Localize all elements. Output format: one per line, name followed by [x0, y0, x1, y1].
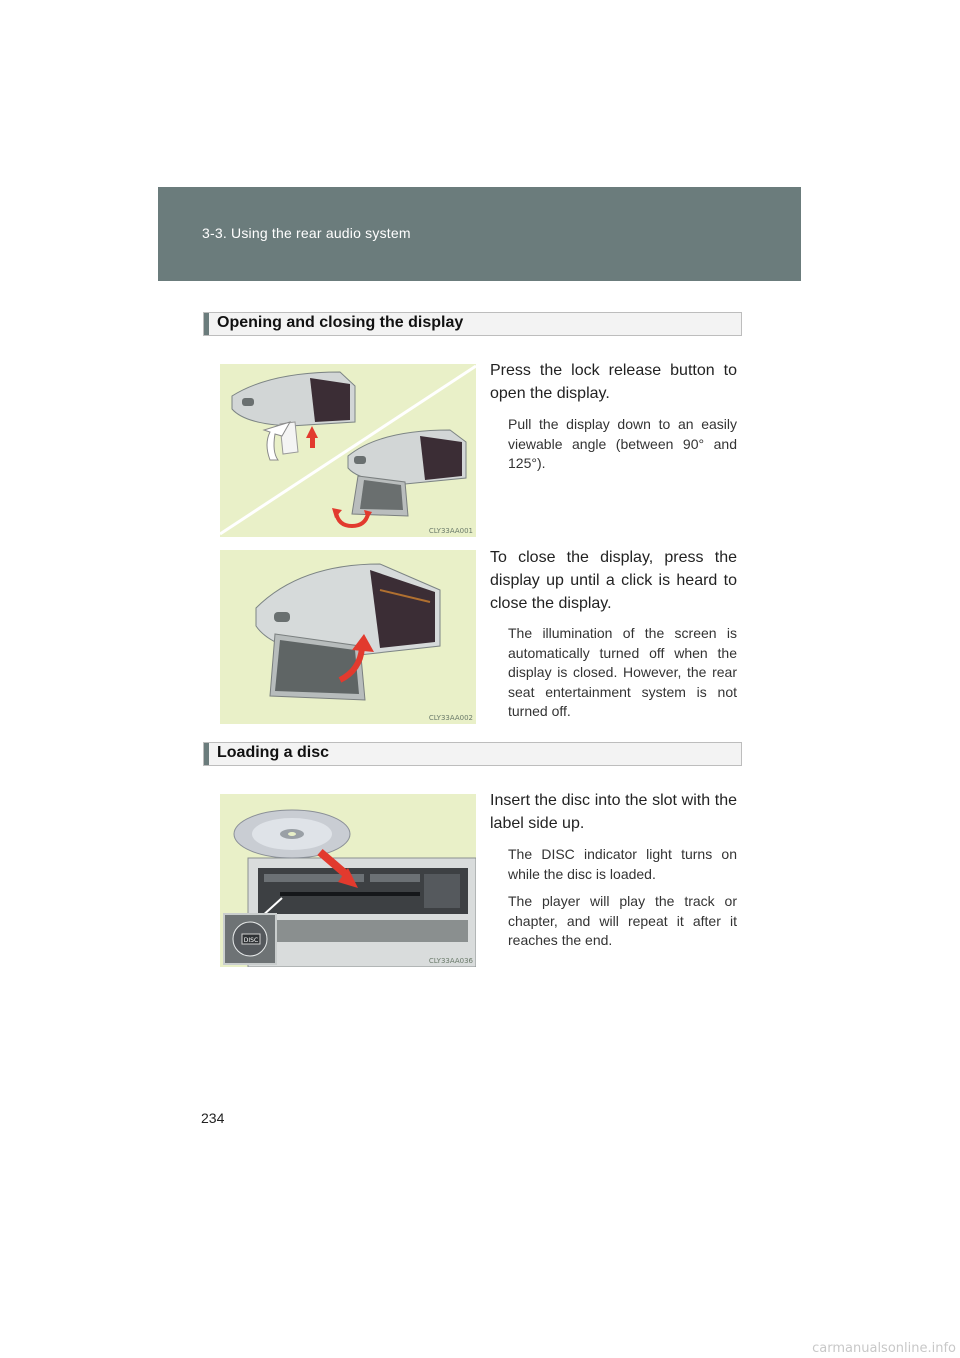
watermark: carmanualsonline.info [812, 1341, 956, 1356]
figure-load-disc [220, 794, 476, 967]
section-accent [204, 313, 209, 335]
figure-code: CLY33AA001 [428, 527, 473, 535]
instruction-close: To close the display, press the display up until a click is heard to close the display. [490, 549, 737, 612]
section-accent [204, 743, 209, 765]
figure-code: CLY33AA002 [428, 714, 473, 722]
instruction-load-disc: Insert the disc into the slot with the label side up. [490, 792, 737, 832]
figure-open-display [220, 364, 476, 537]
note-close: The illumination of the screen is automatically turned off when the display is closed. However, the rear seat entertainment system is not turned off. [508, 625, 737, 719]
section-heading-display [203, 312, 742, 336]
breadcrumb: 3-3. Using the rear audio system [202, 225, 411, 241]
section-title: Loading a disc [217, 744, 330, 761]
note-disc-repeat: The player will play the track or chapter, and will repeat it after it reaches the end. [508, 893, 737, 948]
instruction-open: Press the lock release button to open the display. [490, 362, 737, 402]
section-title: Opening and closing the display [217, 314, 464, 331]
figure-close-display [220, 550, 476, 724]
figure-code: CLY33AA036 [428, 957, 473, 965]
note-open: Pull the display down to an easily viewable angle (between 90° and 125°). [508, 416, 737, 471]
disc-indicator-label: DISC [243, 937, 259, 944]
page-number: 234 [201, 1110, 225, 1126]
section-heading-disc [203, 742, 742, 766]
note-disc-indicator: The DISC indicator light turns on while the disc is loaded. [508, 846, 737, 882]
chapter-header [158, 187, 801, 281]
